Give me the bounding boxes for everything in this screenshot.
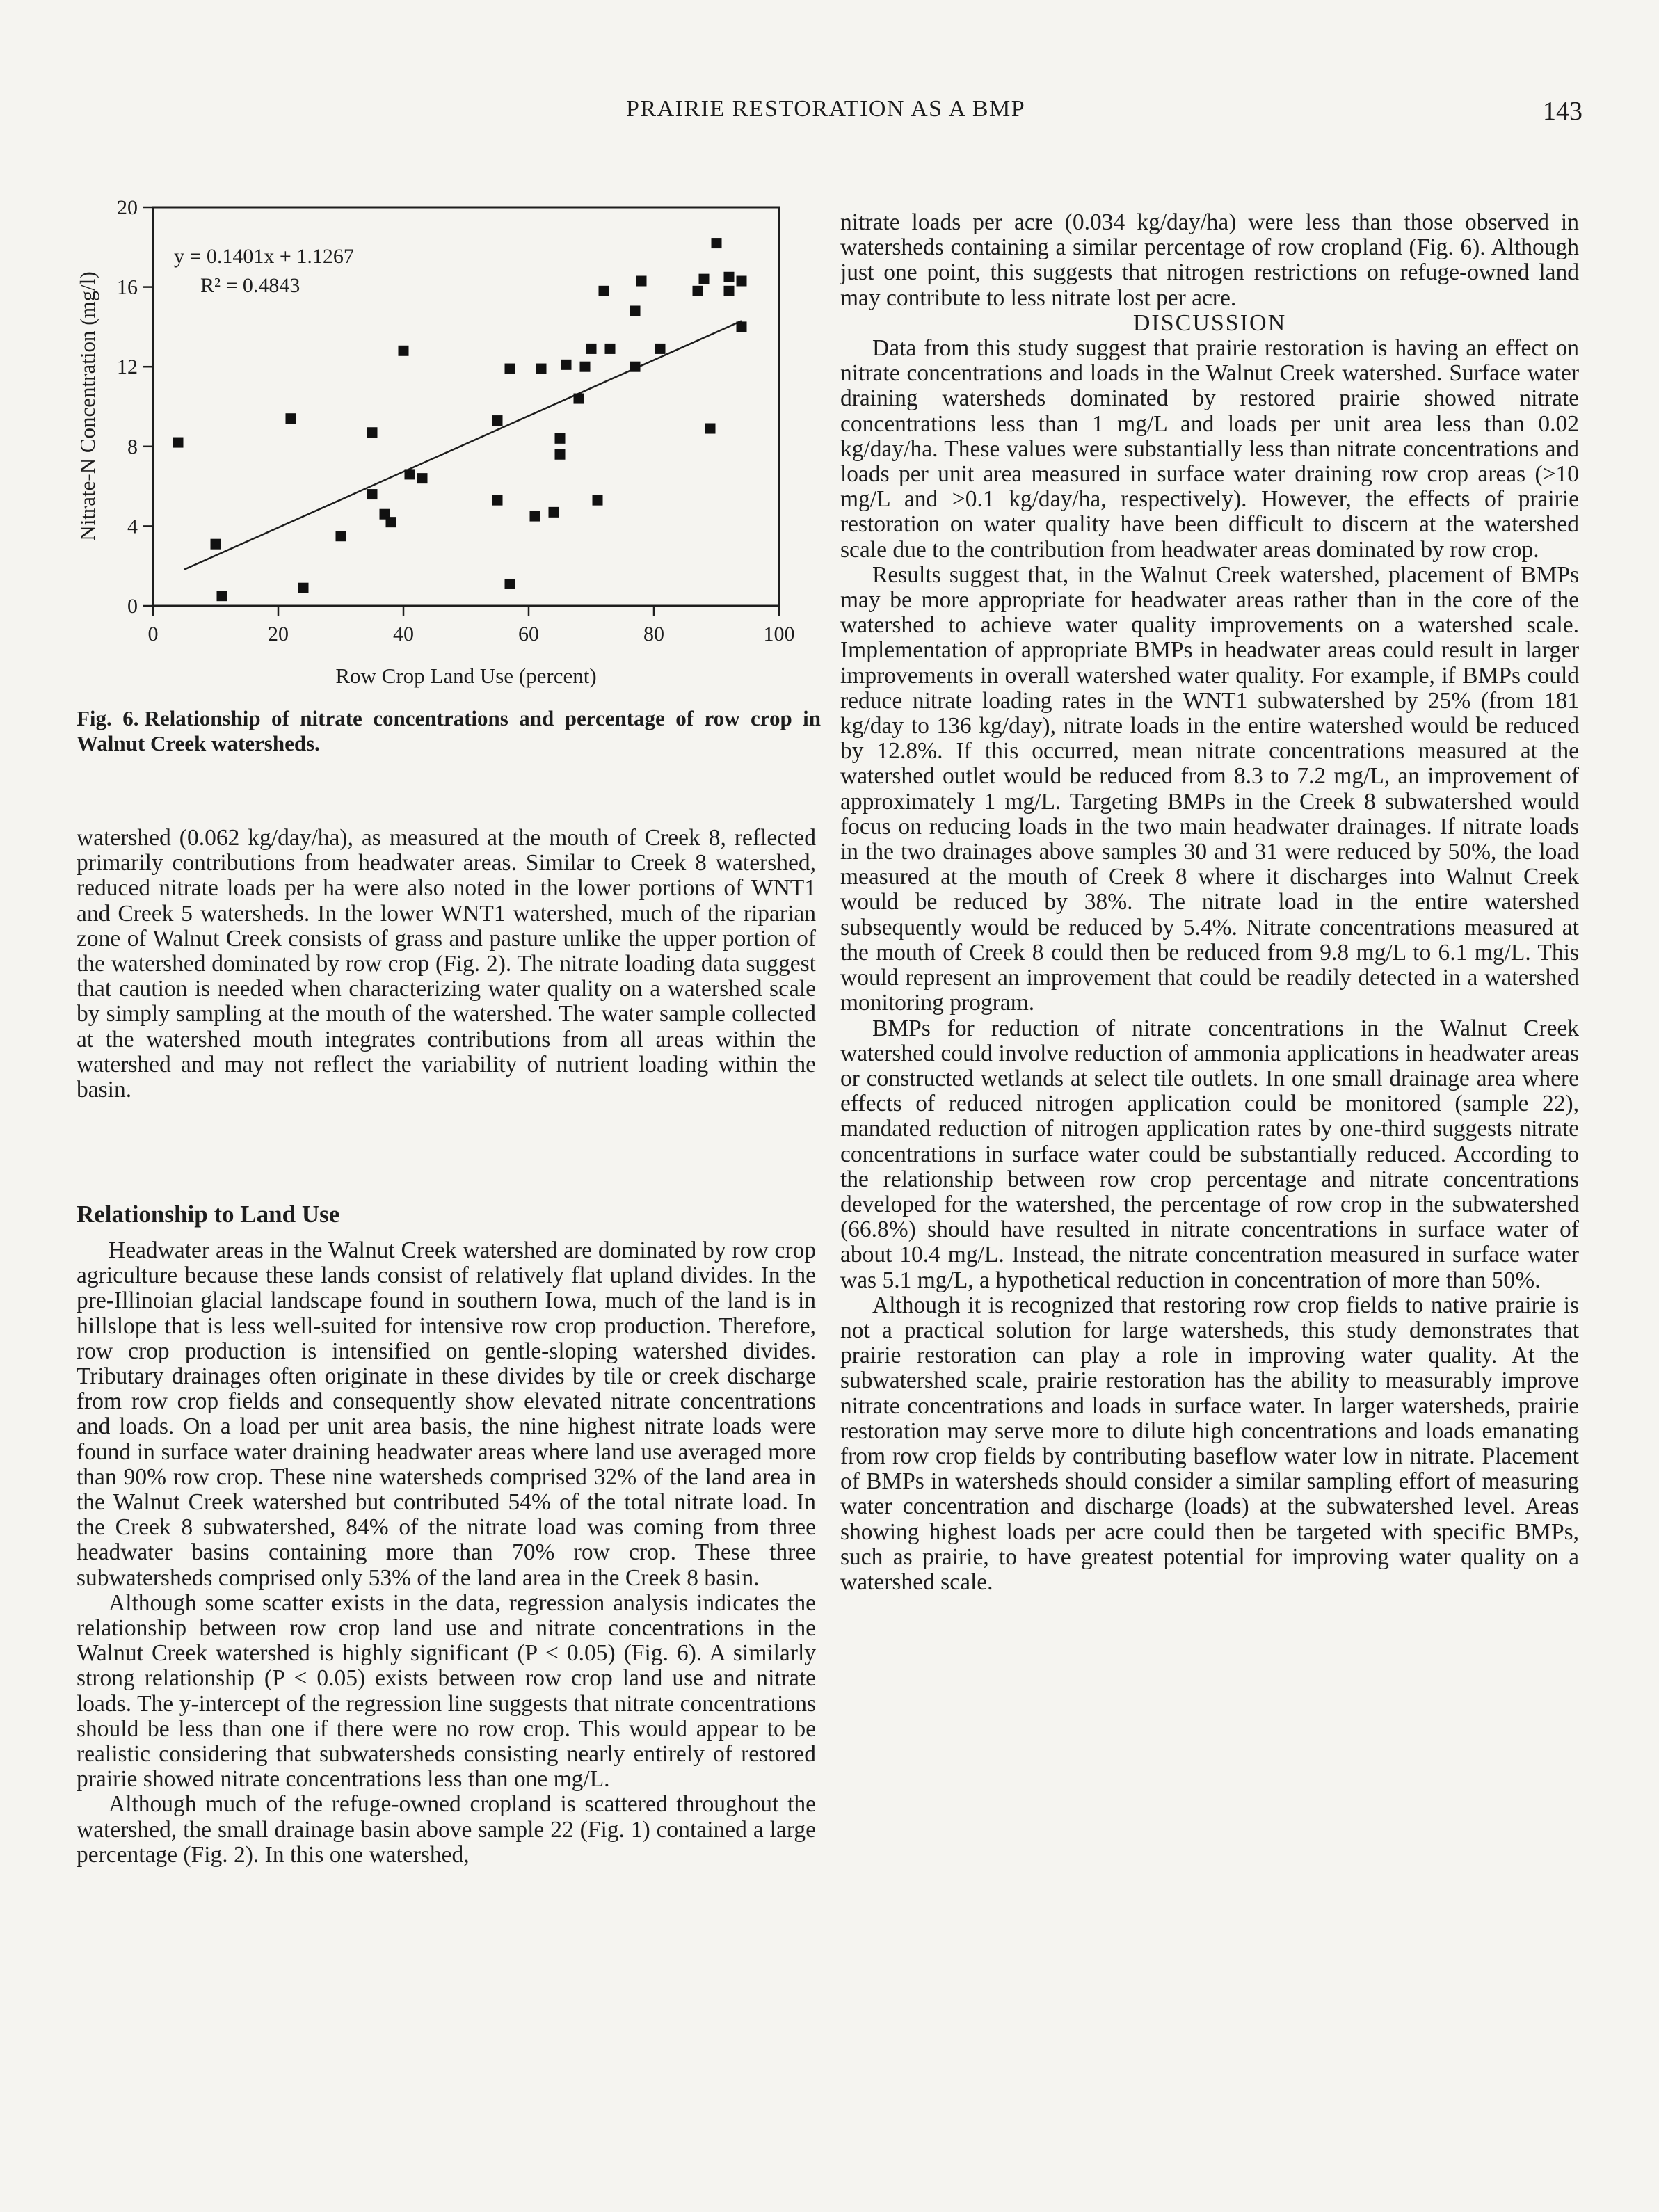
data-point	[405, 469, 415, 479]
data-point	[724, 272, 735, 282]
data-point	[737, 276, 747, 287]
data-point	[561, 360, 572, 370]
left-column-bottom	[77, 1238, 816, 1868]
page-number: 143	[1543, 97, 1582, 126]
right-column	[840, 210, 1579, 1595]
y-axis-label: Nitrate-N Concentration (mg/l)	[75, 271, 99, 541]
left-paragraph-2: Headwater areas in the Walnut Creek watershed are dominated by row crop agriculture because these lands consist of relatively flat upland divides. In the pre-Illinoian glacial landscape found in southern Iowa, much of the land is in hillslope that is less well-suited for intensive row crop production. Therefore, row crop production is intensified on gentle-sloping watershed divides. Tributary drainages often originate in these divides by tile or creek discharge from row crop fields and consequently show elevated nitrate concentrations and loads. On a load per unit area basis, the nine highest nitrate loads were found in surface water draining headwater areas where land use averaged more than 90% row crop. These nine watersheds comprised 32% of the land area in the Walnut Creek watershed but contributed 54% of the total nitrate load. In the Creek 8 subwatershed, 84% of the nitrate load was coming from three headwater basins containing more than 70% row crop. These three subwatersheds comprised only 53% of the land area in the Creek 8 basin.	[77, 1237, 816, 1591]
data-point	[630, 305, 641, 316]
data-point	[336, 531, 346, 541]
x-tick-label: 80	[643, 623, 664, 646]
x-tick-label: 60	[518, 623, 539, 646]
data-point	[530, 511, 540, 522]
right-paragraph-3: Results suggest that, in the Walnut Creek watershed, placement of BMPs may be more appropriate for headwater areas rather than in the core of the watershed to achieve water quality improvements on a watershed scale. Implementation of appropriate BMPs in headwater areas could result in larger improvements in overall watershed water quality. For example, if BMPs could reduce nitrate loading rates in the WNT1 subwatershed by 25% (from 181 kg/day to 136 kg/day), nitrate loads in the entire watershed would be reduced by 12.8%. If this occurred, mean nitrate concentrations measured at the watershed outlet would be reduced from 8.3 to 7.2 mg/L, an improvement of approximately 1 mg/L. Targeting BMPs in the Creek 8 subwatershed would focus on reducing loads in the two main headwater drainages. If nitrate loads in the two drainages above samples 30 and 31 were reduced by 50%, the load measured at the mouth of Creek 8 where it discharges into Walnut Creek would be reduced by 38%. The nitrate load in the entire watershed subsequently would be reduced by 5.4%. Nitrate concentrations measured at the mouth of Creek 8 could then be reduced from 9.8 mg/L to 6.1 mg/L. This would represent an improvement that could be readily detected in a watershed monitoring program.	[840, 561, 1579, 1016]
data-point	[367, 489, 378, 499]
data-point	[286, 413, 296, 424]
y-tick-label: 0	[127, 595, 138, 618]
data-point	[712, 238, 722, 248]
right-paragraph-1: nitrate loads per acre (0.034 kg/day/ha) were less than those observed in watersheds containing a similar percentage of row cropland (Fig. 6). Although just one point, this suggests that nitrogen restrictions on refuge-owned land may contribute to less nitrate lost per acre.	[840, 209, 1579, 311]
data-point	[599, 286, 609, 296]
data-point	[693, 286, 703, 296]
y-tick-label: 8	[127, 435, 138, 458]
data-point	[298, 583, 309, 593]
data-point	[586, 344, 597, 354]
data-point	[699, 274, 710, 284]
data-point	[705, 424, 716, 434]
left-paragraph-4: Although much of the refuge-owned cropland is scattered throughout the watershed, the small drainage basin above sample 22 (Fig. 1) contained a large percentage (Fig. 2). In this one watershed,	[77, 1791, 816, 1868]
data-point	[549, 507, 559, 518]
section-heading: Relationship to Land Use	[77, 1201, 340, 1228]
scatter-chart	[70, 188, 821, 703]
running-head: PRAIRIE RESTORATION AS A BMP	[626, 96, 1026, 122]
data-point	[630, 362, 641, 372]
data-point	[555, 449, 566, 460]
data-point	[655, 344, 666, 354]
x-tick-label: 0	[147, 623, 159, 646]
data-point	[492, 495, 503, 506]
data-point	[737, 321, 747, 332]
left-column-top	[77, 826, 816, 1103]
regression-line	[184, 321, 742, 569]
r-squared-label: R² = 0.4843	[200, 274, 300, 297]
left-paragraph-1: watershed (0.062 kg/day/ha), as measured at the mouth of Creek 8, reflected primarily contributions from headwater areas. Similar to Creek 8 watershed, reduced nitrate loads per ha were also noted in the lower portions of WNT1 and Creek 5 watersheds. In the lower WNT1 watershed, much of the riparian zone of Walnut Creek consists of grass and pasture unlike the upper portion of the watershed dominated by row crop (Fig. 2). The nitrate loading data suggest that caution is needed when characterizing water quality on a watershed scale by simply sampling at the mouth of the watershed. The water sample collected at the watershed mouth integrates contributions from all areas within the watershed and may not reflect the variability of nutrient loading within the basin.	[77, 825, 816, 1103]
right-paragraph-2: Data from this study suggest that prairie restoration is having an effect on nitrate concentrations and loads in the Walnut Creek watershed. Surface water draining watersheds dominated by restored prairie showed nitrate concentrations less than 1 mg/L and loads per unit area less than 0.02 kg/day/ha. These values were substantially less than nitrate concentrations and loads per unit area measured in surface water draining row crop areas (>10 mg/L and >0.1 kg/day/ha, respectively). However, the effects of prairie restoration on water quality have been difficult to discern at the watershed scale due to the contribution from headwater areas dominated by row crop.	[840, 335, 1579, 563]
data-point	[593, 495, 603, 506]
discussion-heading: DISCUSSION	[1132, 310, 1287, 336]
figure-6	[70, 188, 821, 703]
data-point	[536, 364, 547, 374]
data-point	[724, 286, 735, 296]
left-paragraph-3: Although some scatter exists in the data, regression analysis indicates the relationship between row crop land use and nitrate concentrations in the Walnut Creek watershed is highly significant (P < 0.05) (Fig. 6). A similarly strong relationship (P < 0.05) exists between row crop land use and nitrate loads. The y-intercept of the regression line suggests that nitrate concentrations should be less than one if there were no row crop. This would appear to be realistic considering that subwatersheds consisting nearly entirely of restored prairie showed nitrate concentrations less than one mg/L.	[77, 1589, 816, 1793]
data-point	[211, 539, 221, 550]
y-tick-label: 20	[117, 196, 138, 219]
y-tick-label: 12	[117, 355, 138, 379]
data-point	[574, 394, 584, 404]
data-point	[505, 579, 515, 589]
data-point	[386, 517, 396, 527]
y-tick-label: 16	[117, 275, 138, 299]
data-point	[367, 427, 378, 438]
data-point	[580, 362, 591, 372]
right-paragraph-4: BMPs for reduction of nitrate concentrations in the Walnut Creek watershed could involve reduction of ammonia applications in headwater areas or constructed wetlands at select tile outlets. In one small drainage area where effects of reduced nitrogen application could be monitored (sample 22), mandated reduction of nitrogen application rates by one-third suggests nitrate concentrations in surface water could be substantially reduced. According to the relationship between row crop percentage and nitrate concentrations developed for the watershed, the percentage of row crop in the subwatershed (66.8%) should have resulted in nitrate concentrations in surface water of about 10.4 mg/L. Instead, the nitrate concentration measured in surface water was 5.1 mg/L, a hypothetical reduction in concentration of more than 50%.	[840, 1015, 1579, 1293]
data-point	[555, 433, 566, 444]
data-point	[505, 364, 515, 374]
x-tick-label: 40	[393, 623, 414, 646]
data-point	[492, 415, 503, 426]
data-point	[173, 438, 184, 448]
y-tick-label: 4	[127, 515, 138, 538]
data-point	[399, 346, 409, 356]
regression-equation: y = 0.1401x + 1.1267	[174, 245, 354, 268]
caption-text: Relationship of nitrate concentrations and percentage of row crop in Walnut Creek watersheds.	[77, 706, 821, 755]
data-point	[417, 473, 428, 483]
data-point	[636, 276, 647, 287]
right-paragraph-5: Although it is recognized that restoring row crop fields to native prairie is not a practical solution for large watersheds, this study demonstrates that prairie restoration can play a role in improving water quality. At the subwatershed scale, prairie restoration has the ability to measurably improve nitrate concentrations and loads in surface water. In larger watersheds, prairie restoration may serve more to dilute high concentrations and loads emanating from row crop fields by contributing baseflow water low in nitrate. Placement of BMPs in watersheds should consider a similar sampling effort of measuring water concentration and discharge (loads) at the subwatershed level. Areas showing highest loads per acre could then be targeted with specific BMPs, such as prairie, to have greatest potential for improving water quality on a watershed scale.	[840, 1292, 1579, 1595]
caption-label: Fig. 6.	[77, 706, 139, 730]
data-point	[605, 344, 616, 354]
x-tick-label: 100	[763, 623, 795, 646]
x-axis-label: Row Crop Land Use (percent)	[335, 664, 597, 688]
x-tick-label: 20	[268, 623, 289, 646]
data-point	[217, 591, 227, 601]
figure-caption	[77, 706, 821, 756]
